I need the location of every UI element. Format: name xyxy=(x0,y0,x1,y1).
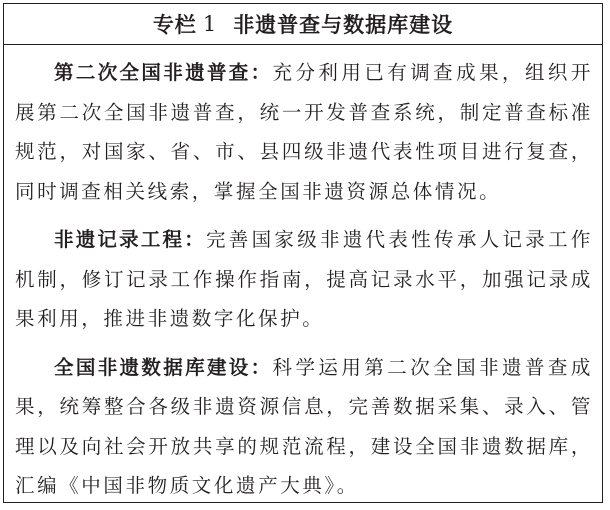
paragraph-national-survey xyxy=(15,53,593,211)
column-number: 1 xyxy=(202,12,218,36)
column-label: 专栏 xyxy=(152,13,197,37)
column-box xyxy=(3,3,603,503)
paragraph-lead: 非遗记录工程： xyxy=(54,228,206,251)
paragraph-body: 充分利用已有调查成果，组织开展第二次全国非遗普查，统一开发普查系统，制定普查标准规范，对国家、省、市、县四级非遗代表性项目进行复查，同时调查相关线索，掌握全国非遗资源总体情况。 xyxy=(15,61,593,203)
paragraph-lead: 全国非遗数据库建设： xyxy=(54,355,273,379)
paragraph-database-building xyxy=(15,348,593,506)
paragraph-body: 完善国家级非遗代表性传承人记录工作机制，修订记录工作操作指南，提高记录水平，加强记录成果利用，推进非遗数字化保护。 xyxy=(15,228,593,330)
column-title xyxy=(4,4,602,45)
paragraph-recording-project xyxy=(15,220,593,339)
column-title-text: 非遗普查与数据库建设 xyxy=(233,13,454,37)
paragraph-lead: 第二次全国非遗普查： xyxy=(54,61,273,84)
column-content xyxy=(4,45,602,506)
paragraph-body: 科学运用第二次全国非遗普查成果，统筹整合各级非遗资源信息，完善数据采集、录入、管理以及向社会开放共享的规范流程，建设全国非遗数据库，汇编《中国非物质文化遗产大典》。 xyxy=(15,355,593,497)
